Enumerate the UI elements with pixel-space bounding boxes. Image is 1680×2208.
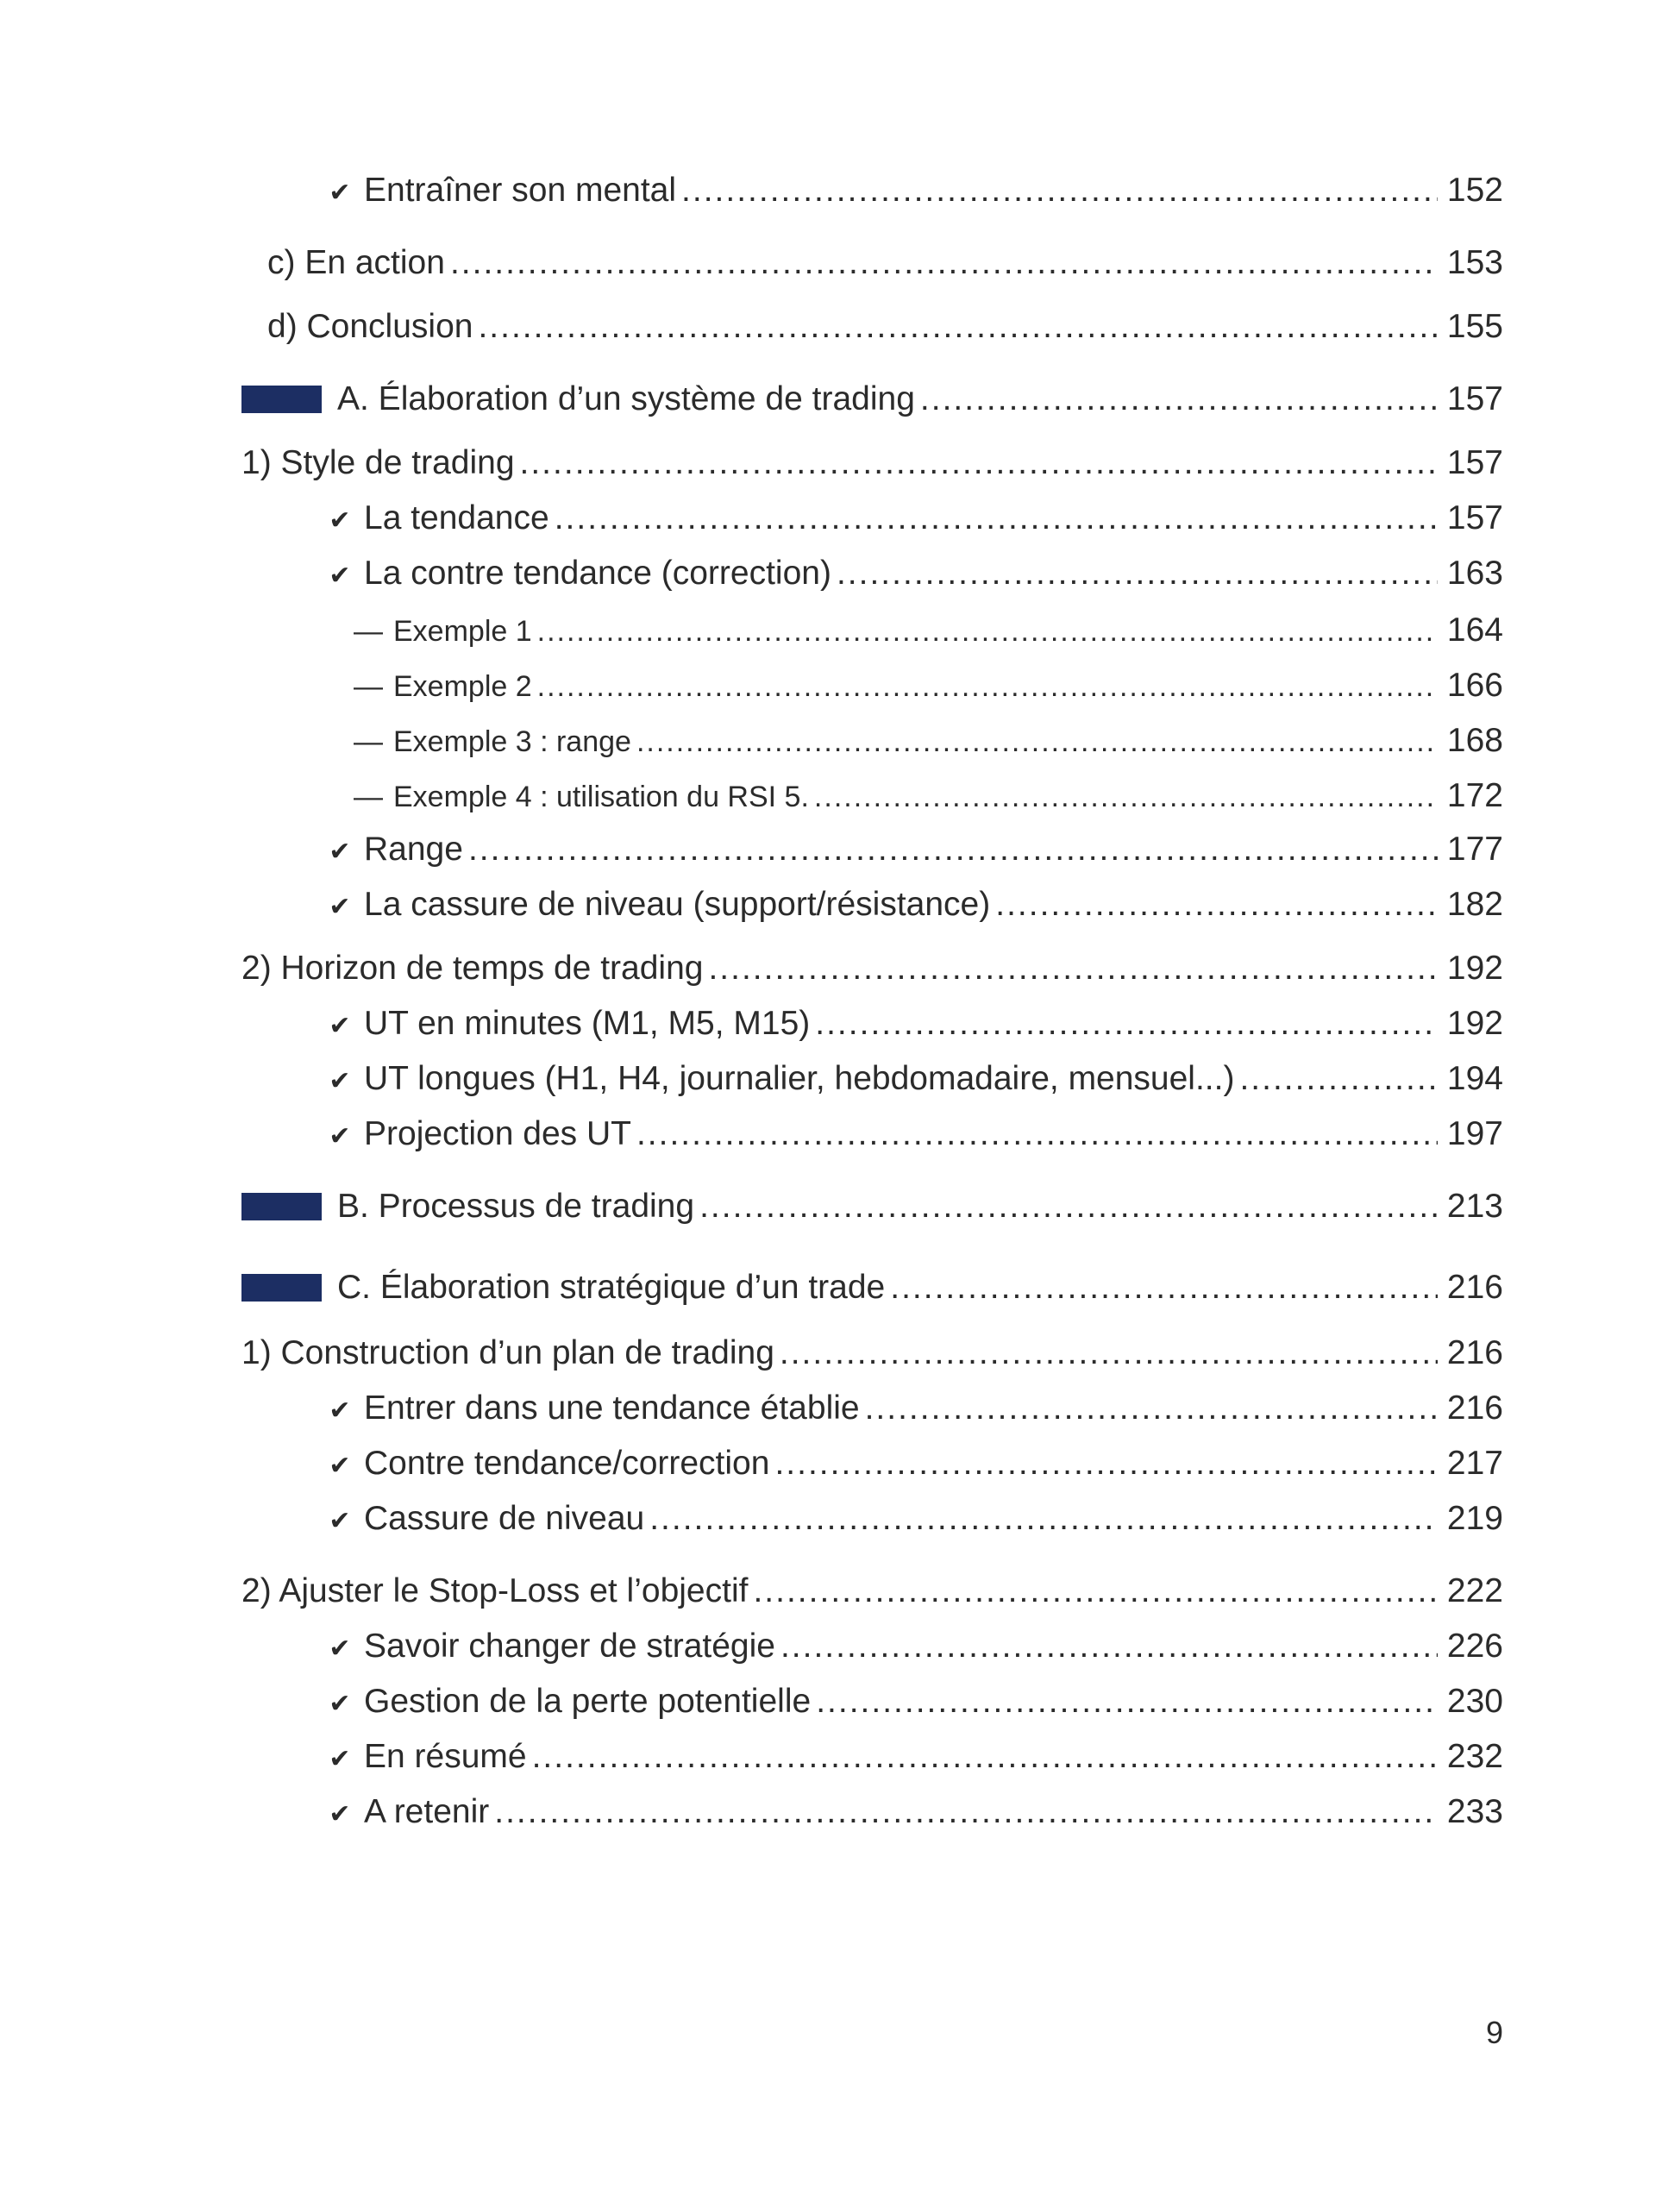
dot-leader <box>468 828 1438 871</box>
toc-entry[interactable] <box>0 1002 1680 1048</box>
dot-leader <box>537 610 1438 653</box>
toc-entry-page: 172 <box>1446 777 1503 814</box>
toc-entry[interactable] <box>0 1680 1680 1726</box>
toc-entry[interactable] <box>0 947 1680 990</box>
dot-leader <box>995 883 1438 926</box>
toc-entry-label: Exemple 3 : range <box>393 725 631 758</box>
dot-leader <box>555 497 1438 540</box>
checkmark-icon: ✔ <box>329 506 351 535</box>
toc-entry-page: 216 <box>1446 1389 1503 1427</box>
dot-leader <box>920 378 1438 421</box>
toc-entry-page: 163 <box>1446 555 1503 592</box>
checkmark-icon: ✔ <box>329 1634 351 1663</box>
toc-entry-label: 2) Horizon de temps de trading <box>241 950 704 987</box>
toc-entry-page: 177 <box>1446 831 1503 868</box>
page-number: 9 <box>1485 2015 1503 2050</box>
toc-entry-label: La contre tendance (correction) <box>364 555 831 592</box>
dot-leader <box>478 305 1438 348</box>
toc-entry[interactable] <box>0 664 1680 708</box>
toc-entry-page: 226 <box>1446 1628 1503 1665</box>
toc-section-entry[interactable] <box>0 1185 1680 1228</box>
toc-entry[interactable] <box>0 442 1680 485</box>
toc-entry[interactable] <box>0 1497 1680 1543</box>
toc-entry-label: Exemple 1 <box>393 615 532 648</box>
toc-entry[interactable] <box>0 828 1680 874</box>
toc-entry[interactable] <box>0 1057 1680 1103</box>
checkmark-icon: ✔ <box>329 1507 351 1535</box>
toc-entry-label: Contre tendance/correction <box>364 1445 770 1482</box>
checkmark-icon: ✔ <box>329 1396 351 1425</box>
dot-leader <box>753 1570 1438 1613</box>
toc-entry-page: 222 <box>1446 1572 1503 1609</box>
toc-entry-page: 216 <box>1446 1334 1503 1371</box>
toc-entry[interactable] <box>0 1791 1680 1836</box>
toc-entry-label: d) Conclusion <box>267 308 473 345</box>
toc-entry-page: 197 <box>1446 1115 1503 1152</box>
dot-leader <box>494 1791 1438 1834</box>
toc-entry-page: 157 <box>1446 380 1503 417</box>
toc-entry-label: 2) Ajuster le Stop-Loss et l’objectif <box>241 1572 749 1609</box>
dot-leader <box>816 1680 1438 1723</box>
toc-entry-page: 219 <box>1446 1500 1503 1537</box>
toc-entry-label: Savoir changer de stratégie <box>364 1628 775 1665</box>
toc-entry-label: Exemple 4 : utilisation du RSI 5. <box>393 781 809 813</box>
checkmark-icon: ✔ <box>329 1745 351 1773</box>
toc-entry-label: Range <box>364 831 463 868</box>
toc-entry-label: A retenir <box>364 1793 490 1830</box>
toc-entry-page: 164 <box>1446 612 1503 649</box>
toc-entry[interactable] <box>0 719 1680 763</box>
dot-leader <box>532 1735 1438 1778</box>
toc-entry[interactable] <box>0 609 1680 653</box>
dot-leader <box>890 1266 1438 1309</box>
toc-entry-label: 1) Construction d’un plan de trading <box>241 1334 774 1371</box>
checkmark-icon: ✔ <box>329 561 351 590</box>
checkmark-icon: ✔ <box>329 837 351 866</box>
toc-entry[interactable] <box>0 1735 1680 1781</box>
dot-leader <box>636 1113 1438 1156</box>
dash-icon: — <box>354 670 383 703</box>
dot-leader <box>865 1387 1438 1430</box>
toc-entry-label: c) En action <box>267 244 445 281</box>
toc-entry-page: 157 <box>1446 499 1503 536</box>
checkmark-icon: ✔ <box>329 1122 351 1151</box>
dot-leader <box>774 1442 1438 1485</box>
toc-entry[interactable] <box>0 552 1680 598</box>
toc-entry-label: Gestion de la perte potentielle <box>364 1683 812 1720</box>
toc-entry-page: 216 <box>1446 1269 1503 1306</box>
toc-entry[interactable] <box>0 305 1680 348</box>
checkmark-icon: ✔ <box>329 1452 351 1480</box>
dash-icon: — <box>354 615 383 648</box>
toc-entry-page: 182 <box>1446 886 1503 923</box>
toc-entry-label: Entrer dans une tendance établie <box>364 1389 860 1427</box>
dot-leader <box>681 169 1438 212</box>
checkmark-icon: ✔ <box>329 1800 351 1828</box>
toc-entry-label: 1) Style de trading <box>241 444 515 481</box>
toc-entry-page: 230 <box>1446 1683 1503 1720</box>
toc-entry[interactable] <box>0 1113 1680 1158</box>
section-bar-icon <box>241 386 322 413</box>
toc-entry[interactable] <box>0 775 1680 819</box>
toc-entry-page: 192 <box>1446 1005 1503 1042</box>
toc-section-entry[interactable] <box>0 1266 1680 1309</box>
dot-leader <box>699 1185 1438 1228</box>
toc-entry-label: Exemple 2 <box>393 670 532 703</box>
toc-entry-label: Cassure de niveau <box>364 1500 645 1537</box>
dot-leader <box>649 1497 1438 1540</box>
dot-leader <box>837 552 1438 595</box>
toc-entry-page: 157 <box>1446 444 1503 481</box>
toc-entry-label: La cassure de niveau (support/résistance) <box>364 886 991 923</box>
checkmark-icon: ✔ <box>329 179 351 207</box>
checkmark-icon: ✔ <box>329 1012 351 1040</box>
dot-leader <box>636 720 1438 763</box>
toc-entry-page: 233 <box>1446 1793 1503 1830</box>
checkmark-icon: ✔ <box>329 893 351 921</box>
toc-entry[interactable] <box>0 1625 1680 1671</box>
dot-leader <box>815 1002 1438 1045</box>
toc-entry-label: La tendance <box>364 499 549 536</box>
toc-entry[interactable] <box>0 497 1680 543</box>
dot-leader <box>814 775 1438 819</box>
toc-entry-label: En résumé <box>364 1738 527 1775</box>
toc-entry-page: 232 <box>1446 1738 1503 1775</box>
toc-entry[interactable] <box>0 883 1680 929</box>
toc-entry[interactable] <box>0 169 1680 215</box>
toc-entry-label: UT en minutes (M1, M5, M15) <box>364 1005 811 1042</box>
dot-leader <box>780 1625 1438 1668</box>
toc-entry-page: 155 <box>1446 308 1503 345</box>
toc-entry-label: B. Processus de trading <box>337 1188 695 1225</box>
toc-entry[interactable] <box>0 1387 1680 1433</box>
toc-entry-label: A. Élaboration d’un système de trading <box>337 380 915 417</box>
dot-leader <box>520 442 1438 485</box>
toc-entry-page: 217 <box>1446 1445 1503 1482</box>
toc-entry-page: 194 <box>1446 1060 1503 1097</box>
toc-entry[interactable] <box>0 1442 1680 1488</box>
dot-leader <box>780 1332 1438 1375</box>
toc-entry[interactable] <box>0 1570 1680 1613</box>
toc-entry-page: 168 <box>1446 722 1503 759</box>
dot-leader <box>1239 1057 1438 1101</box>
toc-entry-page: 153 <box>1446 244 1503 281</box>
section-bar-icon <box>241 1274 322 1302</box>
toc-entry-page: 192 <box>1446 950 1503 987</box>
dot-leader <box>708 947 1438 990</box>
toc-entry-label: Projection des UT <box>364 1115 631 1152</box>
toc-entry-page: 152 <box>1446 172 1503 209</box>
dot-leader <box>537 665 1438 708</box>
checkmark-icon: ✔ <box>329 1067 351 1095</box>
toc-entry-page: 213 <box>1446 1188 1503 1225</box>
dot-leader <box>450 242 1438 285</box>
toc-entry[interactable] <box>0 1332 1680 1375</box>
toc-entry-label: Entraîner son mental <box>364 172 677 209</box>
section-bar-icon <box>241 1193 322 1220</box>
toc-entry-label: UT longues (H1, H4, journalier, hebdomadaire, mensuel...) <box>364 1060 1235 1097</box>
toc-entry-label: C. Élaboration stratégique d’un trade <box>337 1269 886 1306</box>
dash-icon: — <box>354 725 383 758</box>
toc-entry-page: 166 <box>1446 667 1503 704</box>
dash-icon: — <box>354 781 383 813</box>
checkmark-icon: ✔ <box>329 1690 351 1718</box>
toc-entry[interactable] <box>0 242 1680 285</box>
toc-section-entry[interactable] <box>0 378 1680 421</box>
